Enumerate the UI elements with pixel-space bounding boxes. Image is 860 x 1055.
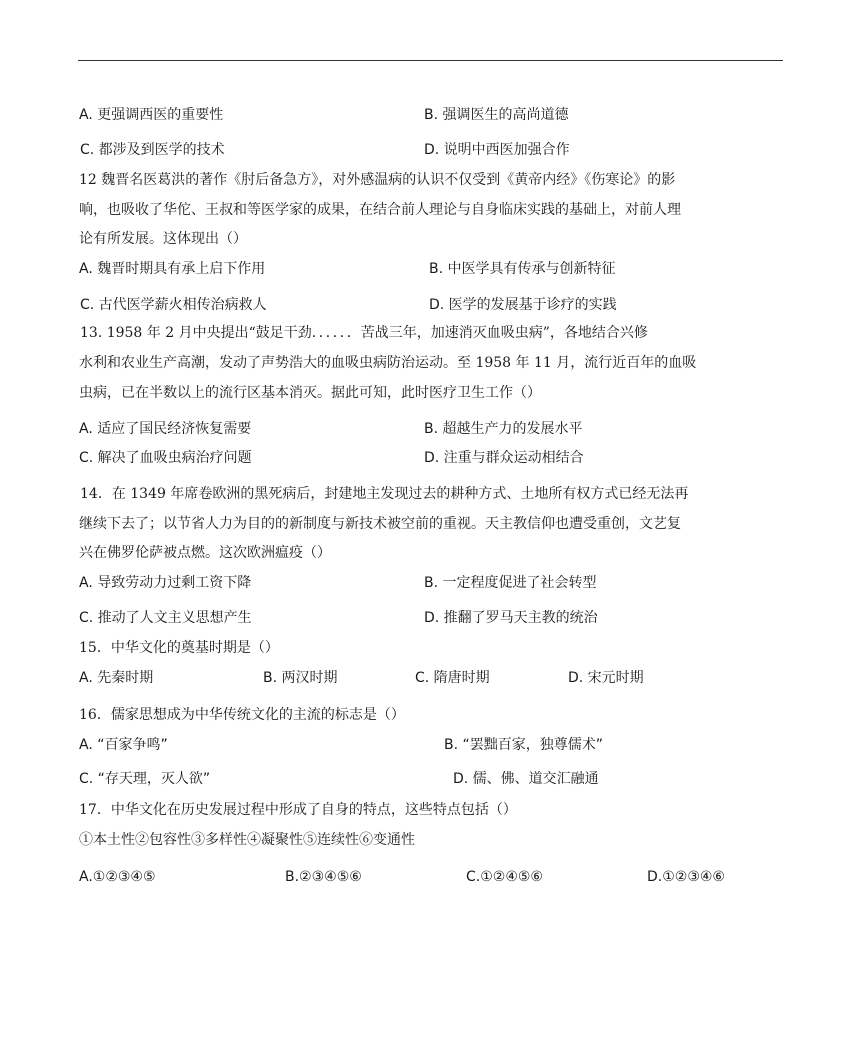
q17-option-a[interactable]: A.①②③④⑤ <box>79 869 156 885</box>
q16-stem: 16．儒家思想成为中华传统文化的主流的标志是（） <box>79 707 405 723</box>
q14-option-d[interactable]: D. 推翻了罗马天主教的统治 <box>424 610 598 626</box>
q16-option-a[interactable]: A. “百家争鸣” <box>79 737 168 753</box>
q17-option-b[interactable]: B.②③④⑤⑥ <box>285 869 362 885</box>
q15-option-d[interactable]: D. 宋元时期 <box>568 670 644 686</box>
q15-option-b[interactable]: B. 两汉时期 <box>263 670 338 686</box>
q15-option-a[interactable]: A. 先秦时期 <box>79 670 154 686</box>
q13-stem-line-2: 水利和农业生产高潮，发动了声势浩大的血吸虫病防治运动。至 1958 年 11 月，流行近百年的血吸 <box>79 355 697 371</box>
q17-stem: 17．中华文化在历史发展过程中形成了自身的特点，这些特点包括（） <box>79 802 517 818</box>
q14-stem-line-2: 继续下去了；以节省人力为目的的新制度与新技术被空前的重视。天主教信仰也遭受重创，文艺复 <box>79 516 681 532</box>
q12-option-d[interactable]: D. 医学的发展基于诊疗的实践 <box>429 297 617 313</box>
q17-option-d[interactable]: D.①②③④⑥ <box>647 869 725 885</box>
q12-stem-line-1: 12 魏晋名医葛洪的著作《肘后备急方》，对外感温病的认识不仅受到《黄帝内经》《伤寒论》的影 <box>79 172 676 188</box>
q14-stem-line-1: 14．在 1349 年席卷欧洲的黑死病后，封建地主发现过去的耕种方式、土地所有权方式已经无法再 <box>80 486 689 502</box>
q13-stem-line-3: 虫病，已在半数以上的流行区基本消灭。据此可知，此时医疗卫生工作（） <box>79 385 541 401</box>
q14-option-a[interactable]: A. 导致劳动力过剩工资下降 <box>79 575 252 591</box>
q17-option-c[interactable]: C.①②④⑤⑥ <box>466 869 543 885</box>
header-rule <box>78 60 783 61</box>
q12-stem-line-2: 响，也吸收了华佗、王叔和等医学家的成果，在结合前人理论与自身临床实践的基础上，对前人理 <box>79 202 681 218</box>
q11-option-a[interactable]: A. 更强调西医的重要性 <box>79 107 224 123</box>
q15-option-c[interactable]: C. 隋唐时期 <box>415 670 490 686</box>
q11-option-d[interactable]: D. 说明中西医加强合作 <box>424 142 570 158</box>
q13-option-c[interactable]: C. 解决了血吸虫病治疗问题 <box>79 450 252 466</box>
q12-stem-line-3: 论有所发展。这体现出（） <box>79 231 247 247</box>
q14-option-b[interactable]: B. 一定程度促进了社会转型 <box>424 575 597 591</box>
q16-option-b[interactable]: B. “罢黜百家，独尊儒术” <box>444 737 604 753</box>
q16-option-c[interactable]: C. “存天理，灭人欲” <box>79 771 211 787</box>
q15-stem: 15．中华文化的奠基时期是（） <box>79 640 279 656</box>
q13-option-a[interactable]: A. 适应了国民经济恢复需要 <box>79 421 252 437</box>
q12-option-b[interactable]: B. 中医学具有传承与创新特征 <box>429 261 616 277</box>
q12-option-a[interactable]: A. 魏晋时期具有承上启下作用 <box>79 261 266 277</box>
q16-option-d[interactable]: D. 儒、佛、道交汇融通 <box>453 771 599 787</box>
q14-stem-line-3: 兴在佛罗伦萨被点燃。这次欧洲瘟疫（） <box>79 545 331 561</box>
q13-option-d[interactable]: D. 注重与群众运动相结合 <box>424 450 584 466</box>
q14-option-c[interactable]: C. 推动了人文主义思想产生 <box>79 610 252 626</box>
q11-option-b[interactable]: B. 强调医生的高尚道德 <box>424 107 569 123</box>
q17-items: ①本土性②包容性③多样性④凝聚性⑤连续性⑥变通性 <box>79 832 415 848</box>
q13-stem-line-1: 13. 1958 年 2 月中央提出“鼓足干劲．．．．．．苦战三年，加速消灭血吸虫病”，各地结合兴修 <box>80 325 648 341</box>
q13-option-b[interactable]: B. 超越生产力的发展水平 <box>424 421 583 437</box>
q12-option-c[interactable]: C. 古代医学薪火相传治病救人 <box>80 297 267 313</box>
q11-option-c[interactable]: C. 都涉及到医学的技术 <box>80 142 225 158</box>
